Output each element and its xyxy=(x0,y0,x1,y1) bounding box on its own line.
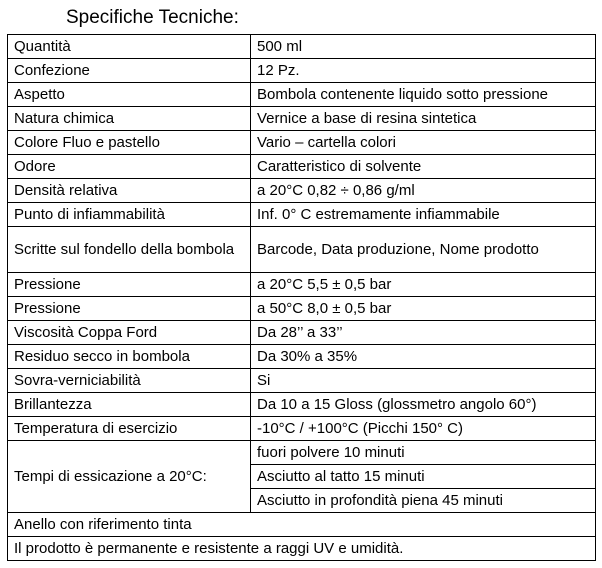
row-label: Pressione xyxy=(8,273,251,297)
row-label: Pressione xyxy=(8,297,251,321)
table-row xyxy=(8,179,596,203)
table-row xyxy=(8,107,596,131)
table-row xyxy=(8,273,596,297)
row-value: Vernice a base di resina sintetica xyxy=(251,107,596,131)
row-value: Vario – cartella colori xyxy=(251,131,596,155)
row-label: Natura chimica xyxy=(8,107,251,131)
table-row xyxy=(8,345,596,369)
row-value: 500 ml xyxy=(251,35,596,59)
table-row xyxy=(8,393,596,417)
row-value: Bombola contenente liquido sotto pressione xyxy=(251,83,596,107)
table-row xyxy=(8,203,596,227)
table-row xyxy=(8,35,596,59)
table-row xyxy=(8,513,596,537)
table-row xyxy=(8,155,596,179)
row-value: a 50°C 8,0 ± 0,5 bar xyxy=(251,297,596,321)
row-label: Scritte sul fondello della bombola xyxy=(8,227,251,273)
row-label: Sovra-verniciabilità xyxy=(8,369,251,393)
row-value: Caratteristico di solvente xyxy=(251,155,596,179)
row-value: a 20°C 5,5 ± 0,5 bar xyxy=(251,273,596,297)
row-label: Punto di infiammabilità xyxy=(8,203,251,227)
drying-label: Tempi di essicazione a 20°C: xyxy=(8,441,251,513)
row-value: Da 30% a 35% xyxy=(251,345,596,369)
row-label: Temperatura di esercizio xyxy=(8,417,251,441)
row-label: Densità relativa xyxy=(8,179,251,203)
row-label: Quantità xyxy=(8,35,251,59)
table-row xyxy=(8,59,596,83)
table-row xyxy=(8,321,596,345)
drying-value: Asciutto al tatto 15 minuti xyxy=(251,465,596,489)
note-row: Il prodotto è permanente e resistente a raggi UV e umidità. xyxy=(8,537,596,561)
row-label: Colore Fluo e pastello xyxy=(8,131,251,155)
row-label: Viscosità Coppa Ford xyxy=(8,321,251,345)
row-value: Si xyxy=(251,369,596,393)
page-title: Specifiche Tecniche: xyxy=(66,7,239,28)
table-row xyxy=(8,441,596,465)
row-value: Da 10 a 15 Gloss (glossmetro angolo 60°) xyxy=(251,393,596,417)
table-row xyxy=(8,297,596,321)
table-row xyxy=(8,537,596,561)
row-label: Brillantezza xyxy=(8,393,251,417)
row-label: Residuo secco in bombola xyxy=(8,345,251,369)
table-row xyxy=(8,131,596,155)
drying-value: fuori polvere 10 minuti xyxy=(251,441,596,465)
row-value: a 20°C 0,82 ÷ 0,86 g/ml xyxy=(251,179,596,203)
table-row xyxy=(8,417,596,441)
drying-value: Asciutto in profondità piena 45 minuti xyxy=(251,489,596,513)
table-row xyxy=(8,227,596,273)
row-label: Aspetto xyxy=(8,83,251,107)
row-label: Odore xyxy=(8,155,251,179)
row-value: Inf. 0° C estremamente infiammabile xyxy=(251,203,596,227)
row-value: Barcode, Data produzione, Nome prodotto xyxy=(251,227,596,273)
spec-table xyxy=(7,34,596,561)
table-row xyxy=(8,83,596,107)
note-row: Anello con riferimento tinta xyxy=(8,513,596,537)
row-label: Confezione xyxy=(8,59,251,83)
row-value: -10°C / +100°C (Picchi 150° C) xyxy=(251,417,596,441)
row-value: 12 Pz. xyxy=(251,59,596,83)
row-value: Da 28’’ a 33’’ xyxy=(251,321,596,345)
table-row xyxy=(8,369,596,393)
